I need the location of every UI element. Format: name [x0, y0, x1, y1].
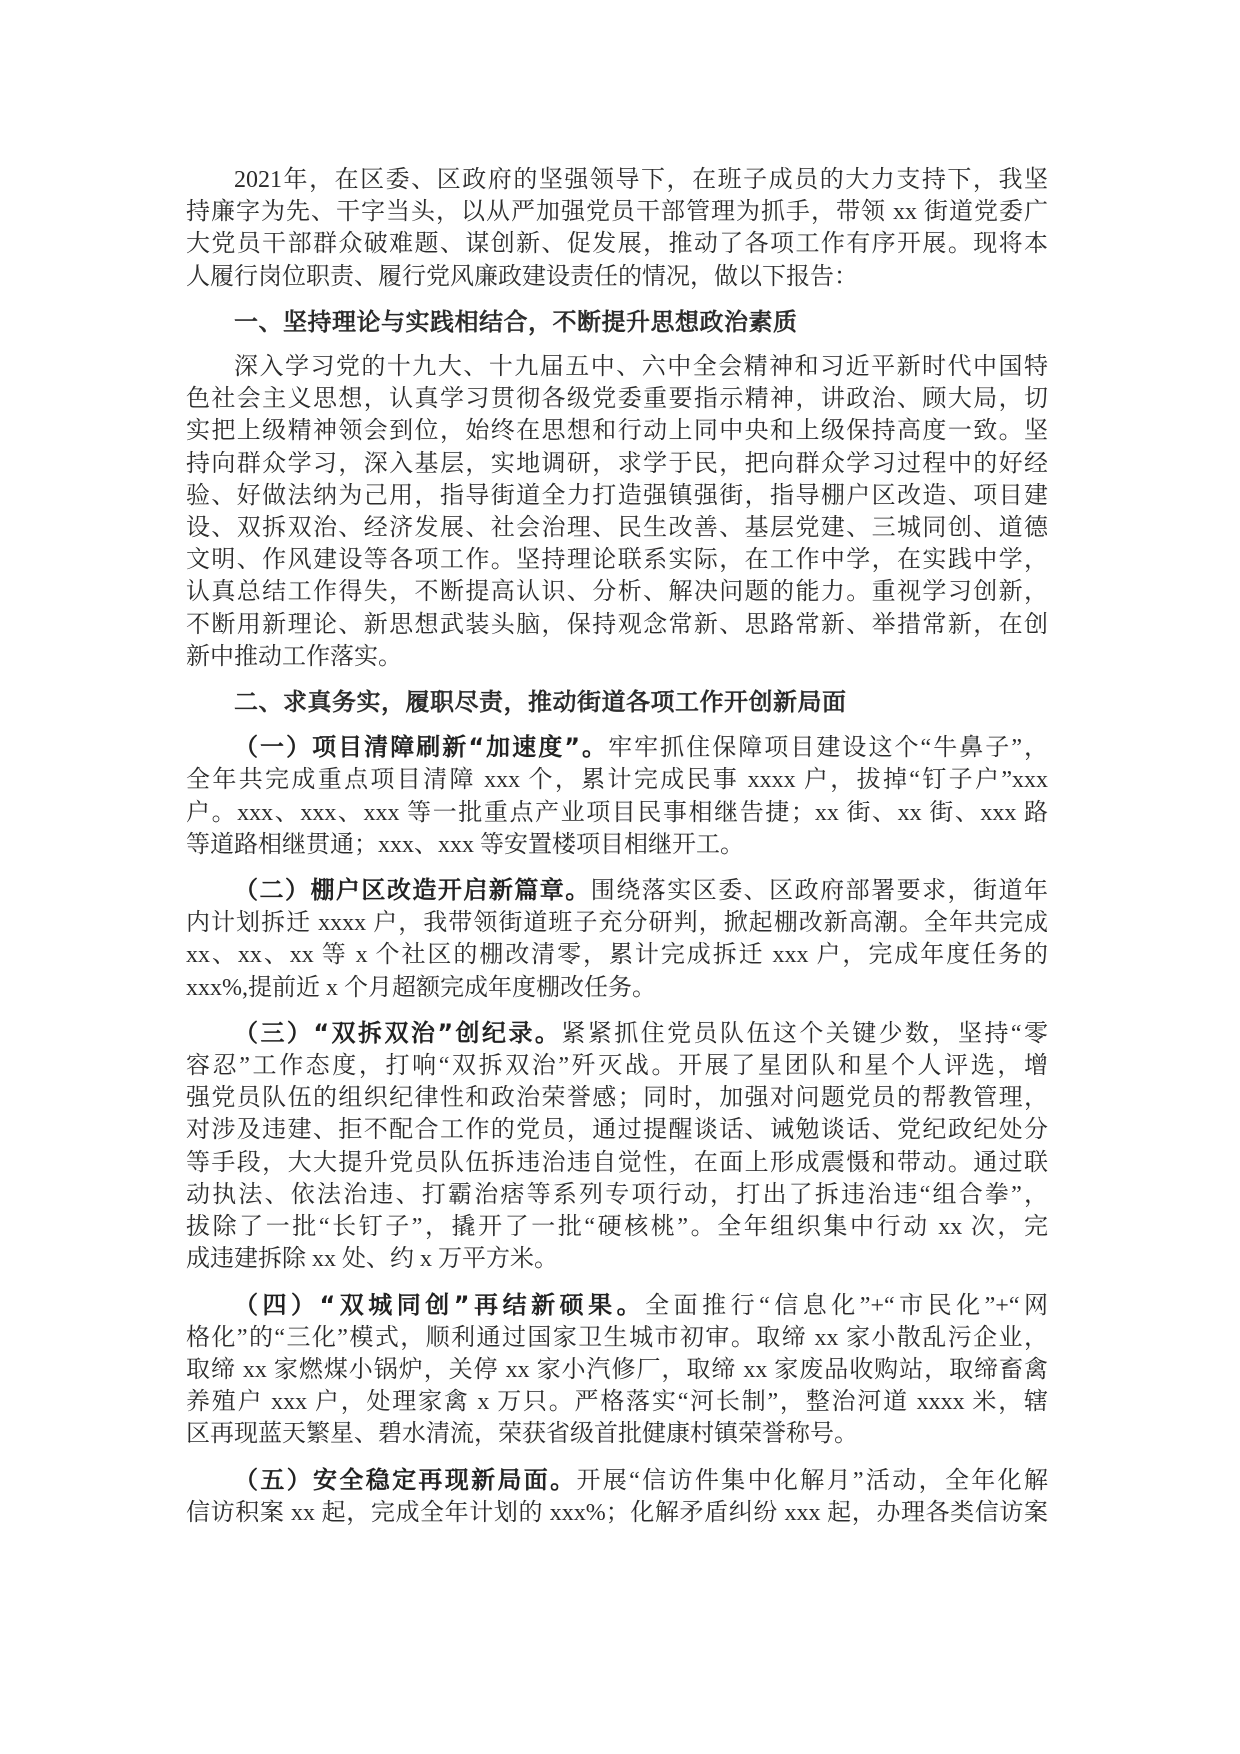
document-body [186, 164, 1048, 1542]
text-line [186, 1017, 1048, 1050]
line-text: 内计划拆迁 xxxx 户，我带领街道班子充分研判，掀起棚改新高潮。全年共完成 [186, 910, 1048, 937]
line-text: 二、求真务实，履职尽责，推动街道各项工作开创新局面 [234, 688, 847, 717]
text-line [186, 164, 1048, 196]
line-text: 围绕落实区委、区政府部署要求，街道年 [590, 878, 1049, 905]
text-line [186, 731, 1048, 764]
line-text: 人履行岗位职责、履行党风廉政建设责任的情况，做以下报告： [186, 263, 858, 290]
text-line [186, 415, 1048, 447]
line-text: 容忍”工作态度，打响“双拆双治”歼灭战。开展了星团队和星个人评选，增 [186, 1053, 1048, 1080]
section-heading [186, 686, 1048, 718]
text-line [186, 1497, 1048, 1529]
line-text: 等道路相继贯通；xxx、xxx 等安置楼项目相继开工。 [186, 831, 744, 858]
line-text: 拔除了一批“长钉子”，撬开了一批“硬核桃”。全年组织集中行动 xx 次，完 [186, 1214, 1048, 1241]
line-text: xxx%,提前近 x 个月超额完成年度棚改任务。 [186, 974, 656, 1001]
line-text: 设、双拆双治、经济发展、社会治理、民生改善、基层党建、三城同创、道德 [186, 515, 1048, 542]
text-line [186, 797, 1048, 829]
text-line [186, 641, 1048, 673]
text-line [186, 1289, 1048, 1322]
line-text: 大党员干部群众破难题、谋创新、促发展，推动了各项工作有序开展。现将本 [186, 231, 1048, 258]
paragraph [186, 1289, 1048, 1451]
text-line [186, 829, 1048, 861]
paragraph [186, 351, 1048, 673]
text-line [186, 351, 1048, 383]
line-text: 户。xxx、xxx、xxx 等一批重点产业项目民事相继告捷；xx 街、xx 街、xxx 路 [186, 799, 1048, 826]
text-line [186, 196, 1048, 228]
line-text: 强党员队伍的组织纪律性和政治荣誉感；同时，加强对问题党员的帮教管理， [186, 1085, 1048, 1112]
paragraph [186, 1464, 1048, 1529]
section-heading [186, 306, 1048, 338]
paragraph [186, 874, 1048, 1004]
text-line [186, 1386, 1048, 1418]
text-line [186, 1114, 1048, 1146]
line-text: 开展“信访件集中化解月”活动，全年化解 [576, 1467, 1048, 1494]
paragraph-lead-title: （三）“双拆双治”创纪录。 [234, 1018, 562, 1047]
text-line [186, 1418, 1048, 1450]
line-text: 一、坚持理论与实践相结合，不断提升思想政治素质 [234, 307, 798, 336]
line-text: 持廉字为先、干字当头，以从严加强党员干部管理为抓手，带领 xx 街道党委广 [186, 199, 1048, 226]
text-line [186, 1243, 1048, 1275]
paragraph-lead-title: （一）项目清障刷新“加速度”。 [234, 733, 609, 762]
text-line [186, 1464, 1048, 1497]
line-text: 格化”的“三化”模式，顺利通过国家卫生城市初审。取缔 xx 家小散乱污企业， [186, 1324, 1048, 1351]
paragraph [186, 164, 1048, 293]
text-line [186, 1050, 1048, 1082]
text-line [186, 480, 1048, 512]
line-text: 等手段，大大提升党员队伍拆违治违自觉性，在面上形成震慑和带动。通过联 [186, 1149, 1048, 1176]
text-line [186, 686, 1048, 718]
text-line [186, 972, 1048, 1004]
paragraph-lead-title: （五）安全稳定再现新局面。 [234, 1465, 577, 1494]
line-text: xx、xx、xx 等 x 个社区的棚改清零，累计完成拆迁 xxx 户，完成年度任务的 [186, 942, 1048, 969]
text-line [186, 609, 1048, 641]
text-line [186, 448, 1048, 480]
paragraph [186, 731, 1048, 861]
line-text: 区再现蓝天繁星、碧水清流，荣获省级首批健康村镇荣誉称号。 [186, 1421, 858, 1448]
text-line [186, 907, 1048, 939]
text-line [186, 1179, 1048, 1211]
text-line [186, 228, 1048, 260]
line-text: 持向群众学习，深入基层，实地调研，求学于民，把向群众学习过程中的好经 [186, 450, 1048, 477]
text-line [186, 306, 1048, 338]
line-text: 不断用新理论、新思想武装头脑，保持观念常新、思路常新、举措常新，在创 [186, 611, 1048, 638]
line-text: 验、好做法纳为己用，指导街道全力打造强镇强街，指导棚户区改造、项目建 [186, 482, 1048, 509]
line-text: 实把上级精神领会到位，始终在思想和行动上同中央和上级保持高度一致。坚 [186, 418, 1048, 445]
text-line [186, 1322, 1048, 1354]
line-text: 成违建拆除 xx 处、约 x 万平方米。 [186, 1246, 558, 1273]
text-line [186, 874, 1048, 907]
line-text: 文明、作风建设等各项工作。坚持理论联系实际，在工作中学，在实践中学， [186, 547, 1048, 574]
text-line [186, 544, 1048, 576]
text-line [186, 512, 1048, 544]
line-text: 全面推行“信息化”+“市民化”+“网 [645, 1292, 1048, 1319]
line-text: 深入学习党的十九大、十九届五中、六中全会精神和习近平新时代中国特 [234, 354, 1048, 381]
line-text: 牢牢抓住保障项目建设这个“牛鼻子”， [608, 735, 1049, 762]
text-line [186, 261, 1048, 293]
text-line [186, 1082, 1048, 1114]
line-text: 色社会主义思想，认真学习贯彻各级党委重要指示精神，讲政治、顾大局，切 [186, 386, 1048, 413]
text-line [186, 1354, 1048, 1386]
line-text: 全年共完成重点项目清障 xxx 个，累计完成民事 xxxx 户，拔掉“钉子户”xxx [186, 767, 1048, 794]
line-text: 养殖户 xxx 户，处理家禽 x 万只。严格落实“河长制”，整治河道 xxxx 米，辖 [186, 1389, 1048, 1416]
paragraph [186, 1017, 1048, 1276]
text-line [186, 939, 1048, 971]
line-text: 认真总结工作得失，不断提高认识、分析、解决问题的能力。重视学习创新， [186, 579, 1048, 606]
line-text: 对涉及违建、拒不配合工作的党员，通过提醒谈话、诫勉谈话、党纪政纪处分 [186, 1117, 1048, 1144]
line-text: 新中推动工作落实。 [186, 643, 402, 670]
line-text: 取缔 xx 家燃煤小锅炉，关停 xx 家小汽修厂，取缔 xx 家废品收购站，取缔畜禽 [186, 1356, 1048, 1383]
paragraph-lead-title: （四）“双城同创”再结新硕果。 [234, 1290, 646, 1319]
line-text: 动执法、依法治违、打霸治痞等系列专项行动，打出了拆违治违“组合拳”， [186, 1181, 1048, 1208]
text-line [186, 576, 1048, 608]
text-line [186, 764, 1048, 796]
text-line [186, 1147, 1048, 1179]
text-line [186, 1211, 1048, 1243]
paragraph-lead-title: （二）棚户区改造开启新篇章。 [234, 876, 591, 905]
text-line [186, 383, 1048, 415]
line-text: 2021年，在区委、区政府的坚强领导下，在班子成员的大力支持下，我坚 [234, 167, 1048, 193]
line-text: 信访积案 xx 起，完成全年计划的 xxx%；化解矛盾纠纷 xxx 起，办理各类信访案 [186, 1499, 1048, 1526]
line-text: 紧紧抓住党员队伍这个关键少数，坚持“零 [561, 1020, 1049, 1047]
